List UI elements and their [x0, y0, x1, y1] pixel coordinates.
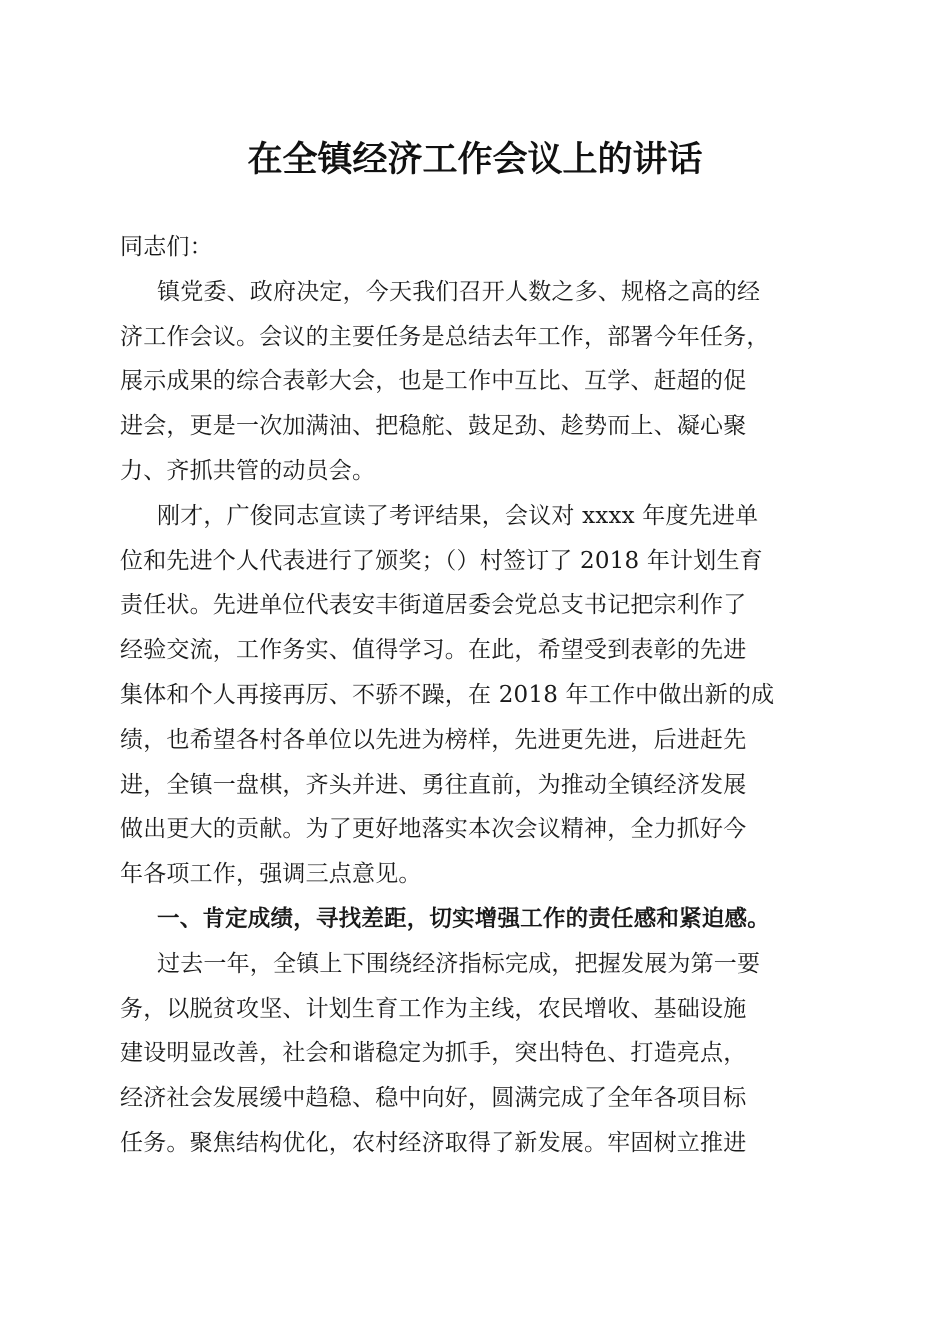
paragraph-line: 集体和个人再接再厉、不骄不躁，在 2018 年工作中做出新的成 — [120, 681, 775, 708]
paragraph-line: 任务。聚焦结构优化，农村经济取得了新发展。牢固树立推进 — [120, 1129, 747, 1156]
paragraph-line: 刚才，广俊同志宣读了考评结果，会议对 xxxx 年度先进单 — [157, 502, 759, 529]
paragraph-line: 建设明显改善，社会和谐稳定为抓手，突出特色、打造亮点， — [120, 1040, 747, 1067]
paragraph-line: 展示成果的综合表彰大会，也是工作中互比、互学、赶超的促 — [120, 368, 747, 395]
paragraph-line: 做出更大的贡献。为了更好地落实本次会议精神，全力抓好今 — [120, 816, 747, 843]
paragraph-line: 经验交流，工作务实、值得学习。在此，希望受到表彰的先进 — [120, 637, 747, 664]
paragraph-line: 过去一年，全镇上下围绕经济指标完成，把握发展为第一要 — [157, 950, 761, 977]
paragraph-line: 务，以脱贫攻坚、计划生育工作为主线，农民增收、基础设施 — [120, 995, 747, 1022]
paragraph-line: 济工作会议。会议的主要任务是总结去年工作，部署今年任务， — [120, 323, 770, 350]
paragraph-line: 进会，更是一次加满油、把稳舵、鼓足劲、趁势而上、凝心聚 — [120, 413, 747, 440]
section-heading: 一、肯定成绩，寻找差距，切实增强工作的责任感和紧迫感。 — [157, 905, 770, 932]
paragraph-line: 经济社会发展缓中趋稳、稳中向好，圆满完成了全年各项目标 — [120, 1085, 747, 1112]
document-body — [120, 225, 836, 1166]
document-title: 在全镇经济工作会议上的讲话 — [247, 139, 703, 180]
paragraph-line: 镇党委、政府决定，今天我们召开人数之多、规格之高的经 — [157, 278, 761, 305]
paragraph-line: 进，全镇一盘棋，齐头并进、勇往直前，为推动全镇经济发展 — [120, 771, 747, 798]
paragraph-line: 年各项工作，强调三点意见。 — [120, 861, 422, 888]
paragraph-line: 力、齐抓共管的动员会。 — [120, 457, 376, 484]
paragraph-line: 责任状。先进单位代表安丰街道居委会党总支书记把宗利作了 — [120, 592, 747, 619]
paragraph-line: 位和先进个人代表进行了颁奖；（）村签订了 2018 年计划生育 — [120, 547, 763, 574]
paragraph-line: 绩，也希望各村各单位以先进为榜样，先进更先进，后进赶先 — [120, 726, 747, 753]
salutation-line: 同志们： — [120, 234, 213, 260]
